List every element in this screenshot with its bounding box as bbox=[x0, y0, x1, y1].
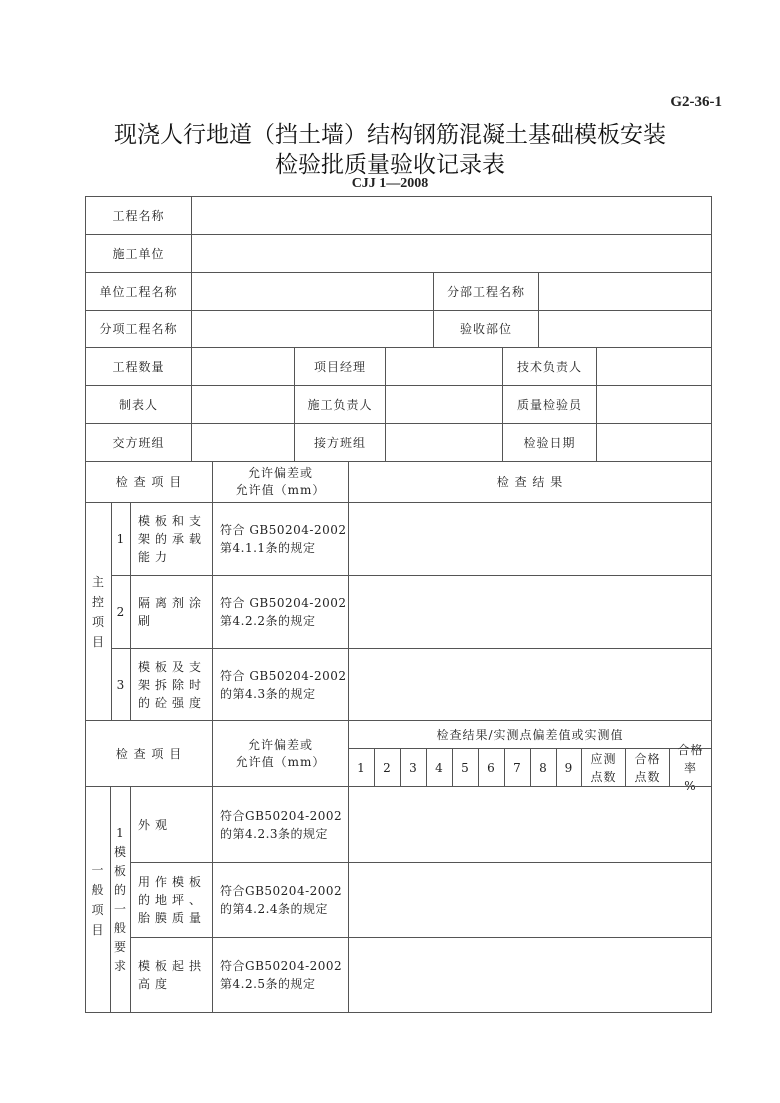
point-header-3: 3 bbox=[400, 748, 427, 787]
header-check-result: 检 查 结 果 bbox=[348, 461, 712, 503]
group-char: 一 bbox=[113, 901, 127, 916]
general-header-tolerance bbox=[212, 720, 349, 787]
field-project-manager[interactable] bbox=[385, 347, 503, 386]
label-technical-lead: 技术负责人 bbox=[502, 347, 597, 386]
standard-code: CJJ 1—2008 bbox=[351, 176, 429, 191]
field-subitem-project-name[interactable] bbox=[191, 310, 434, 348]
field-handover-team[interactable] bbox=[191, 423, 295, 462]
main-row-2-no: 2 bbox=[111, 575, 131, 649]
general-row-2-requirement: 符合GB50204-2002的第4.2.4条的规定 bbox=[212, 862, 349, 938]
main-row-3-item: 模板及支架拆除时的砼强度 bbox=[130, 648, 213, 721]
label-handover-team: 交方班组 bbox=[85, 423, 192, 462]
general-row-3-item: 模板起拱高度 bbox=[130, 937, 213, 1013]
point-header-7: 7 bbox=[504, 748, 531, 787]
field-inspection-date[interactable] bbox=[596, 423, 712, 462]
field-unit-project-name[interactable] bbox=[191, 272, 434, 311]
general-label bbox=[85, 786, 111, 1013]
field-construction-unit[interactable] bbox=[191, 234, 712, 273]
main-row-3-result[interactable] bbox=[348, 648, 712, 721]
field-technical-lead[interactable] bbox=[596, 347, 712, 386]
header-tolerance-line2: 允许值（mm） bbox=[235, 483, 326, 497]
field-quantity[interactable] bbox=[191, 347, 295, 386]
field-acceptance-location[interactable] bbox=[538, 310, 712, 348]
label-division-project-name: 分部工程名称 bbox=[433, 272, 539, 311]
point-header-9: 9 bbox=[556, 748, 582, 787]
point-header-5: 5 bbox=[452, 748, 479, 787]
main-control-char: 项 bbox=[91, 614, 105, 629]
main-control-char: 主 bbox=[91, 574, 105, 589]
main-row-2-result[interactable] bbox=[348, 575, 712, 649]
main-control-label bbox=[85, 502, 112, 721]
label-unit-project-name: 单位工程名称 bbox=[85, 272, 192, 311]
field-project-name[interactable] bbox=[191, 196, 712, 235]
general-header-check-item: 检 查 项 目 bbox=[85, 720, 213, 787]
document-code: G2-36-1 bbox=[670, 94, 722, 110]
label-tabulator: 制表人 bbox=[85, 385, 192, 424]
main-row-3-requirement: 符合 GB50204-2002 的第4.3条的规定 bbox=[212, 648, 349, 721]
main-row-1-result[interactable] bbox=[348, 502, 712, 576]
main-row-3-no: 3 bbox=[111, 648, 131, 721]
general-row-1-requirement: 符合GB50204-2002的第4.2.3条的规定 bbox=[212, 786, 349, 863]
label-receiving-team: 接方班组 bbox=[294, 423, 386, 462]
point-header-8: 8 bbox=[530, 748, 557, 787]
point-header-6: 6 bbox=[478, 748, 505, 787]
group-char: 的 bbox=[113, 882, 127, 897]
label-inspection-date: 检验日期 bbox=[502, 423, 597, 462]
general-header-tolerance-line1: 允许偏差或 bbox=[247, 737, 313, 752]
header-should-measure: 应测点数 bbox=[581, 748, 626, 787]
field-tabulator[interactable] bbox=[191, 385, 295, 424]
group-char: 求 bbox=[113, 958, 127, 973]
group-char: 1 bbox=[116, 825, 125, 840]
main-row-1-requirement: 符合 GB50204-2002 第4.1.1条的规定 bbox=[212, 502, 349, 576]
main-row-2-item: 隔离剂涂刷 bbox=[130, 575, 213, 649]
main-control-char: 控 bbox=[91, 594, 105, 609]
group-char: 般 bbox=[113, 920, 127, 935]
general-label-char: 项 bbox=[91, 902, 105, 917]
general-row-3-result[interactable] bbox=[348, 937, 712, 1013]
general-row-3-requirement: 符合GB50204-2002第4.2.5条的规定 bbox=[212, 937, 349, 1013]
group-char: 板 bbox=[113, 863, 127, 878]
general-header-tolerance-line2: 允许值（mm） bbox=[235, 754, 326, 769]
group-char: 要 bbox=[113, 939, 127, 954]
title-line-1: 现浇人行地道（挡土墙）结构钢筋混凝土基础模板安装 bbox=[114, 122, 666, 148]
main-row-1-no: 1 bbox=[111, 502, 131, 576]
group-char: 模 bbox=[113, 844, 127, 859]
label-project-manager: 项目经理 bbox=[294, 347, 386, 386]
field-division-project-name[interactable] bbox=[538, 272, 712, 311]
field-construction-lead[interactable] bbox=[385, 385, 503, 424]
header-tolerance bbox=[212, 461, 349, 503]
point-header-2: 2 bbox=[374, 748, 401, 787]
label-construction-unit: 施工单位 bbox=[85, 234, 192, 273]
general-row-1-item: 外观 bbox=[130, 786, 213, 863]
general-row-2-item: 用作模板的地坪、胎膜质量 bbox=[130, 862, 213, 938]
header-tolerance-line1: 允许偏差或 bbox=[247, 466, 313, 480]
field-receiving-team[interactable] bbox=[385, 423, 503, 462]
general-label-char: 般 bbox=[91, 882, 105, 897]
main-row-1-item: 模板和支架的承载能力 bbox=[130, 502, 213, 576]
general-row-1-result[interactable] bbox=[348, 786, 712, 863]
header-qualified-rate: 合格率 % bbox=[669, 748, 712, 787]
general-label-char: 一 bbox=[91, 862, 105, 877]
main-row-2-requirement: 符合 GB50204-2002 第4.2.2条的规定 bbox=[212, 575, 349, 649]
label-quality-inspector: 质量检验员 bbox=[502, 385, 597, 424]
header-qualified-points: 合格点数 bbox=[625, 748, 670, 787]
label-construction-lead: 施工负责人 bbox=[294, 385, 386, 424]
general-row-2-result[interactable] bbox=[348, 862, 712, 938]
label-quantity: 工程数量 bbox=[85, 347, 192, 386]
general-group-label bbox=[110, 786, 131, 1013]
label-subitem-project-name: 分项工程名称 bbox=[85, 310, 192, 348]
field-quality-inspector[interactable] bbox=[596, 385, 712, 424]
header-check-item: 检 查 项 目 bbox=[85, 461, 213, 503]
label-project-name: 工程名称 bbox=[85, 196, 192, 235]
main-control-char: 目 bbox=[91, 634, 105, 649]
label-acceptance-location: 验收部位 bbox=[433, 310, 539, 348]
point-header-4: 4 bbox=[426, 748, 453, 787]
title-line-2: 检验批质量验收记录表 bbox=[275, 152, 505, 178]
general-header-result: 检查结果/实测点偏差值或实测值 bbox=[348, 720, 712, 749]
point-header-1: 1 bbox=[348, 748, 375, 787]
general-label-char: 目 bbox=[91, 922, 105, 937]
